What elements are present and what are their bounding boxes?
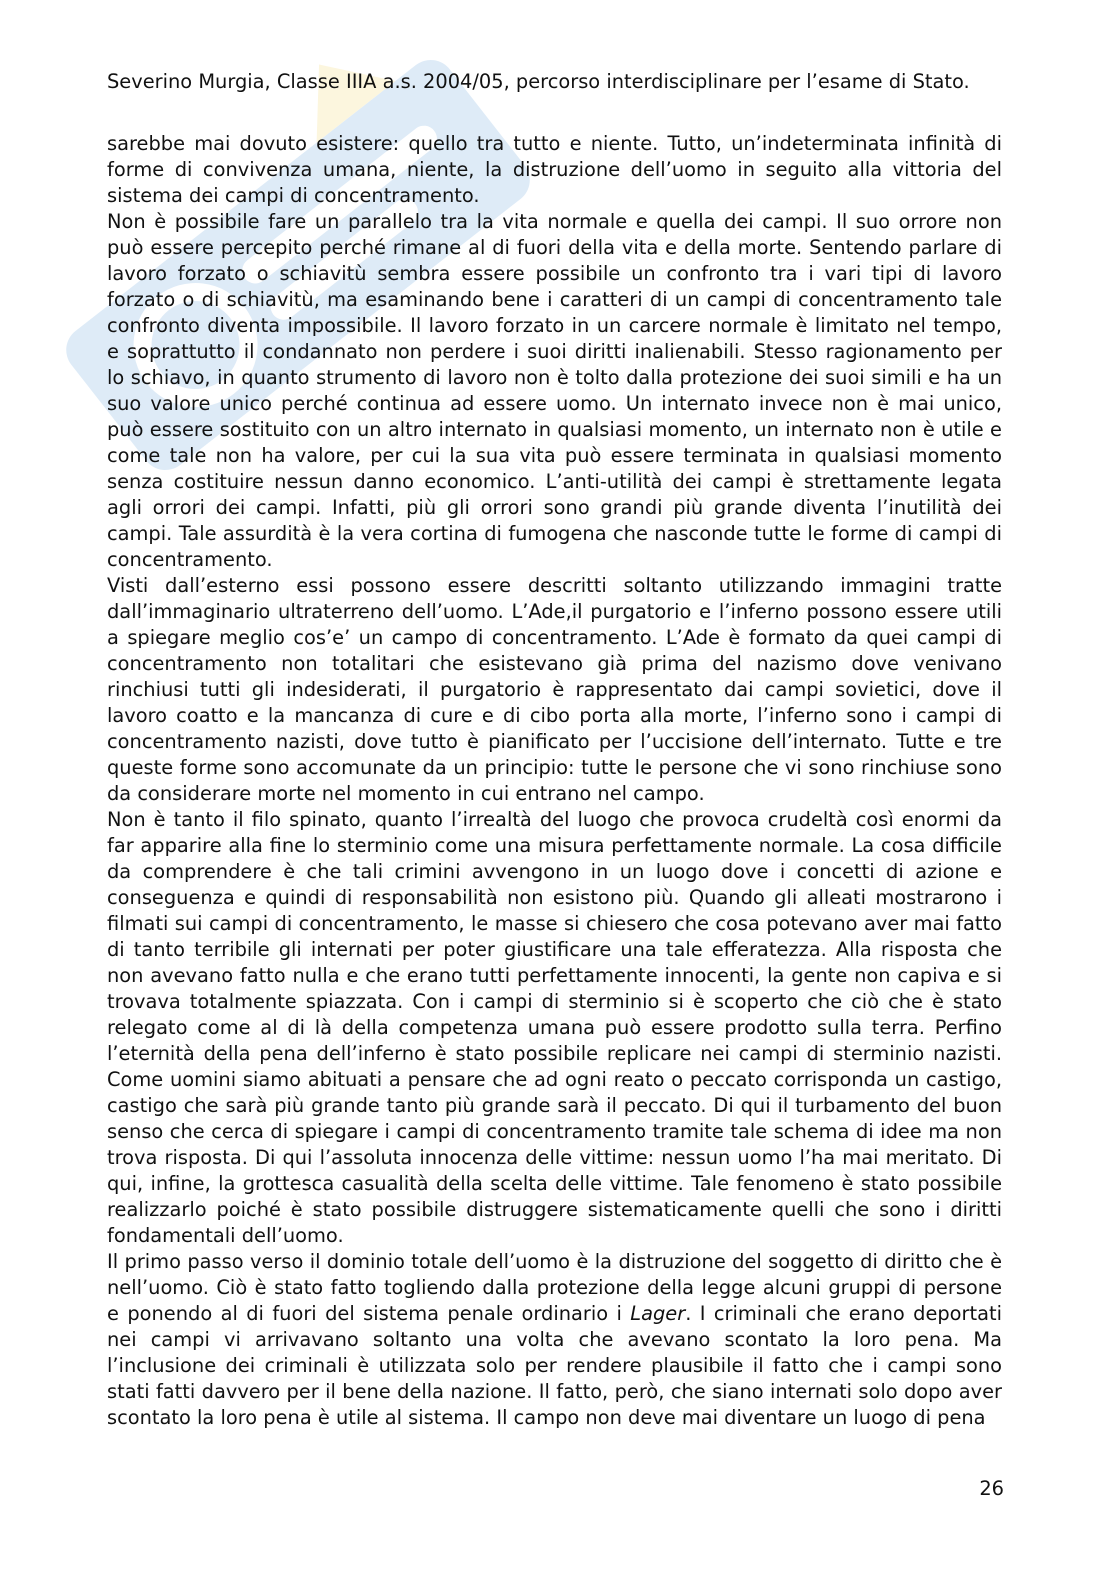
paragraph: Non è possibile fare un parallelo tra la vita normale e quella dei campi. Il suo orrore non può essere percepito perché rimane al di fuori della vita e della morte. Sentendo parlare di lavoro forzato o schiavitù sembra essere possibile un confronto tra i vari tipi di lavoro forzato o di schiavitù, ma esaminando bene i caratteri di un campi di concentramento tale confronto diventa impossibile. Il lavoro forzato in un carcere normale è limitato nel tempo, e soprattutto il condannato non perdere i suoi diritti inalienabili. Stesso ragionamento per lo schiavo, in quanto strumento di lavoro non è tolto dalla protezione dei suoi simili e ha un suo valore unico perché continua ad essere uomo. Un internato invece non è mai unico, può essere sostituito con un altro internato in qualsiasi momento, un internato non è utile e come tale non ha valore, per cui la sua vita può essere terminata in qualsiasi momento senza costituire nessun danno economico. L’anti-utilità dei campi è strettamente legata agli orrori dei campi. Infatti, più gli orrori sono grandi più grande diventa l’inutilità dei campi. Tale assurdità è la vera cortina di fumogena che nasconde tutte le forme di campi di concentramento. [107, 210, 1002, 571]
paragraph: Non è tanto il filo spinato, quanto l’irrealtà del luogo che provoca crudeltà così enormi da far apparire alla fine lo sterminio come una misura perfettamente normale. La cosa difficile da comprendere è che tali crimini avvengono in un luogo dove i concetti di azione e conseguenza e quindi di responsabilità non esistono più. Quando gli alleati mostrarono i filmati sui campi di concentramento, le masse si chiesero che cosa potevano aver mai fatto di tanto terribile gli internati per poter giustificare una tale efferatezza. Alla risposta che non avevano fatto nulla e che erano tutti perfettamente innocenti, la gente non capiva e si trovava totalmente spiazzata. Con i campi di sterminio si è scoperto che ciò che è stato relegato come al di là della competenza umana può essere prodotto sulla terra. Perfino l’eternità della pena dell’inferno è stato possibile replicare nei campi di sterminio nazisti. Come uomini siamo abituati a pensare che ad ogni reato o peccato corrisponda un castigo, castigo che sarà più grande tanto più grande sarà il peccato. Di qui il turbamento del buon senso che cerca di spiegare i campi di concentramento tramite tale schema di idee ma non trova risposta. Di qui l’assoluta innocenza delle vittime: nessun uomo l’ha mai meritato. Di qui, infine, la grottesca casualità della scelta delle vittime. Tale fenomeno è stato possibile realizzarlo poiché è stato possibile distruggere sistematicamente quelli che sono i diritti fondamentali dell’uomo. [107, 808, 1002, 1247]
body-text [107, 131, 1002, 1431]
paragraph: Visti dall’esterno essi possono essere descritti soltanto utilizzando immagini tratte dall’immaginario ultraterreno dell’uomo. L’Ade,il purgatorio e l’inferno possono essere utili a spiegare meglio cos’e’ un campo di concentramento. L’Ade è formato da quei campi di concentramento non totalitari che esistevano già prima del nazismo dove venivano rinchiusi tutti gli indesiderati, il purgatorio è rappresentato dai campi sovietici, dove il lavoro coatto e la mancanza di cure e di cibo porta alla morte, l’inferno sono i campi di concentramento nazisti, dove tutto è pianificato per l’uccisione dell’internato. Tutte e tre queste forme sono accomunate da un principio: tutte le persone che vi sono rinchiuse sono da considerare morte nel momento in cui entrano nel campo. [107, 574, 1002, 805]
page-header: Severino Murgia, Classe IIIA a.s. 2004/05, percorso interdisciplinare per l’esame di Stato. [107, 70, 970, 93]
paragraph: sarebbe mai dovuto esistere: quello tra tutto e niente. Tutto, un’indeterminata infinità di forme di convivenza umana, niente, la distruzione dell’uomo in seguito alla vittoria del sistema dei campi di concentramento. [107, 132, 1002, 207]
paragraph-text: Il primo passo verso il dominio totale dell’uomo è la distruzione del soggetto di diritto che è nell’uomo. Ciò è stato fatto togliendo dalla protezione della legge alcuni gruppi di persone e ponendo al di fuori del sistema penale ordinario i [107, 1250, 1002, 1325]
paragraph-text: . I criminali che erano deportati nei campi vi arrivavano soltanto una volta che avevano scontato la loro pena. Ma l’inclusione dei criminali è utilizzata solo per rendere plausibile il fatto che i campi sono stati fatti davvero per il bene della nazione. Il fatto, però, che siano internati solo dopo aver scontato la loro pena è utile al sistema. Il campo non deve mai diventare un luogo di pena [107, 1302, 1002, 1429]
page-number: 26 [979, 1477, 1004, 1500]
paragraph [107, 1249, 1002, 1431]
emphasized-term: Lager [630, 1302, 686, 1325]
